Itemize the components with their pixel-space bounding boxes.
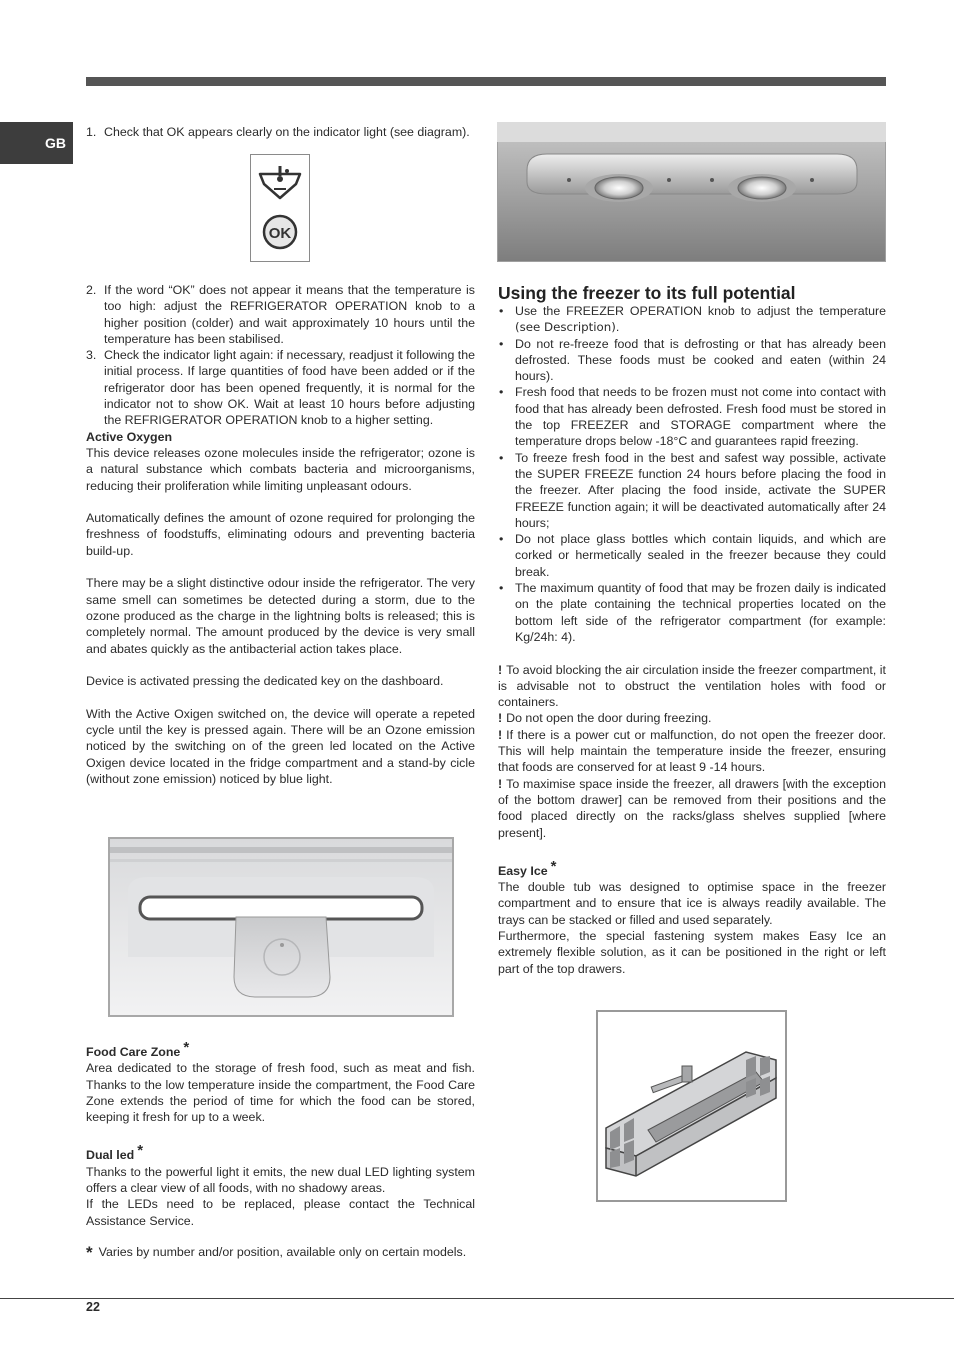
step-item — [86, 124, 475, 140]
warning-mark: ! — [498, 776, 503, 791]
step-number: 2. — [86, 283, 97, 297]
warning-text: To maximise space inside the freezer, all drawers [with the exception of the bottom drawer] can be removed from their positions and the food placed directly on the racks/glass shelves supplied [where present]. — [498, 776, 886, 840]
active-oxygen-p1: This device releases ozone molecules inside the refrigerator; ozone is a natural substance which combats bacteria and microorganisms, reducing their proliferation while limiting unpleasant odours. — [86, 445, 475, 493]
food-care-heading — [86, 1039, 475, 1060]
freezer-section-title: Using the freezer to its full potential — [498, 283, 796, 303]
step-number: 1. — [86, 125, 97, 139]
active-oxygen-p2: Automatically defines the amount of ozone required for prolonging the freshness of foodstuffs, eliminating odours and preventing bacteria build-up. — [86, 511, 475, 558]
bullet-item — [498, 531, 886, 580]
warning-text: To avoid blocking the air circulation inside the freezer compartment, it is advisable not to obstruct the ventilation holes with food or containers. — [498, 662, 886, 710]
page-number: 22 — [86, 1300, 100, 1314]
footer-rule — [0, 1298, 954, 1299]
easy-ice-figure — [596, 1010, 787, 1202]
active-oxygen-photo — [108, 837, 454, 1017]
bullet-subtext: (see Description) — [515, 320, 616, 335]
language-tab — [0, 122, 73, 164]
bullet-tail: . — [615, 320, 620, 335]
active-oxygen-p3: There may be a slight distinctive odour inside the refrigerator. The very same smell can sometimes be detected during a storm, due to the ozone produced as the charge in the lightning bolts is released; this is completely normal. The amount produced by the device is very small and abates quickly as the antibacterial action takes place. — [86, 576, 475, 656]
warning-item — [498, 776, 886, 841]
step-text: Check the indicator light again: if necessary, readjust it following the initial process. If large quantities of food have been added or if the refrigerator door has been opened frequently, it is normal for the indicator not to show OK. Wait at least 10 hours before adjusting the REFRIGERATOR OPERATION knob to a higher setting. — [104, 348, 475, 428]
bullet-text: The maximum quantity of food that may be frozen daily is indicated on the plate containing the technical properties located on the bottom left side of the refrigerator compartment (for example: Kg/24h: 4). — [515, 581, 886, 644]
easy-ice-tray-image — [596, 1010, 787, 1202]
warning-item — [498, 710, 886, 726]
ok-label: OK — [268, 225, 292, 242]
warning-item — [498, 662, 886, 711]
right-column — [498, 283, 886, 977]
step-text: Check that OK appears clearly on the indicator light (see diagram). — [104, 125, 470, 139]
bullet-item — [498, 336, 886, 385]
dual-led-star: * — [137, 1142, 144, 1160]
ok-indicator-diagram — [250, 154, 310, 262]
easy-ice-star: * — [550, 857, 557, 875]
ok-indicator-figure — [250, 154, 310, 262]
step-text: If the word “OK” does not appear it means that the temperature is too high: adjust the REFRIGERATOR OPERATION knob to a higher position (colder) and wait approximately 10 hours until the temperature has been stabilised. — [104, 283, 475, 346]
food-care-star: * — [183, 1039, 190, 1056]
dual-led-p1: Thanks to the powerful light it emits, the new dual LED lighting system offers a clear view of all foods, with no shadowy areas. — [86, 1164, 475, 1196]
active-oxygen-heading: Active Oxygen — [86, 429, 173, 444]
active-oxygen-device-image — [108, 837, 454, 1017]
easy-ice-title: Easy Ice — [498, 863, 548, 878]
footnote-text: Varies by number and/or position, available only on certain models. — [98, 1244, 467, 1259]
dual-led-title: Dual led — [86, 1148, 135, 1163]
language-tab-label: GB — [45, 135, 66, 151]
footnote — [86, 1243, 475, 1260]
easy-ice-p1: The double tub was designed to optimise space in the freezer compartment and to ensure that ice is always readily available. The trays can be stacked or filled and used separately. — [498, 880, 886, 927]
step-item — [86, 282, 475, 347]
freezer-lights-photo — [497, 122, 886, 262]
bullet-item — [498, 580, 886, 645]
food-care-title: Food Care Zone — [86, 1045, 181, 1059]
food-care-text: Area dedicated to the storage of fresh food, such as meat and fish. Thanks to the low temperature inside the compartment, the Food Care Zone extends the period of time for which the food can be stored, keeping it fresh for up to a week. — [86, 1061, 475, 1125]
dual-led-p2: If the LEDs need to be replaced, please contact the Technical Assistance Service. — [86, 1197, 475, 1228]
freezer-lights-image — [497, 122, 886, 262]
bullet-text: Do not re-freeze food that is defrosting or that has already been defrosted. These foods must be cooked and eaten (within 24 hours). — [515, 336, 886, 384]
header-rule — [86, 77, 886, 86]
dual-led-heading — [86, 1142, 475, 1163]
bullet-item — [498, 303, 886, 336]
bullet-text: Use the FREEZER OPERATION knob to adjust the temperature — [515, 304, 886, 318]
active-oxygen-p4: Device is activated pressing the dedicated key on the dashboard. — [86, 674, 444, 689]
bullet-item — [498, 384, 886, 449]
warning-text: Do not open the door during freezing. — [506, 711, 712, 726]
footnote-star: * — [86, 1242, 93, 1262]
easy-ice-p2: Furthermore, the special fastening system makes Easy Ice an extremely flexible solution, as it can be positioned in the right or left part of the top drawers. — [498, 928, 886, 976]
active-oxygen-p5: With the Active Oxigen switched on, the device will operate a repeted cycle until the key is pressed again. There will be an Ozone emission noticed by the switching on of the green led located on the Active Oxigen device located in the fridge compartment and a stand-by cicle (without zone emission) noticed by blue light. — [86, 706, 475, 786]
bullet-text: Do not place glass bottles which contain liquids, and which are corked or hermetically sealed in the freezer because they could break. — [515, 532, 886, 579]
left-column-main — [86, 282, 475, 787]
left-column — [86, 124, 475, 140]
warning-mark: ! — [498, 711, 503, 726]
step-number: 3. — [86, 348, 97, 363]
warning-mark: ! — [498, 727, 503, 742]
bullet-text: To freeze fresh food in the best and safest way possible, activate the SUPER FREEZE function 24 hours before placing the food in the freezer. After placing the food inside, activate the SUPER FREEZE function again; it will be deactivated automatically after 24 hours; — [515, 450, 886, 530]
warning-mark: ! — [498, 662, 503, 677]
warning-text: If there is a power cut or malfunction, do not open the freezer door. This will help maintain the temperature inside the freezer, ensuring that foods are conserved for at least 9 -14 hours. — [498, 727, 886, 775]
left-column-bottom — [86, 1039, 475, 1262]
ok-badge-icon — [264, 216, 296, 248]
easy-ice-heading — [498, 857, 886, 879]
freezer-bullets — [498, 303, 886, 645]
bullet-item — [498, 450, 886, 531]
step-item — [86, 347, 475, 428]
warnings-block — [498, 662, 886, 841]
steps-list-2 — [86, 282, 475, 429]
bullet-text: Fresh food that needs to be frozen must not come into contact with food that has already been defrosted. Fresh food must be stored in the top FREEZER and STORAGE compartment where the temperature drops below -18°C and guarantees rapid freezing. — [515, 385, 886, 449]
warning-item — [498, 727, 886, 776]
steps-list-1 — [86, 124, 475, 140]
